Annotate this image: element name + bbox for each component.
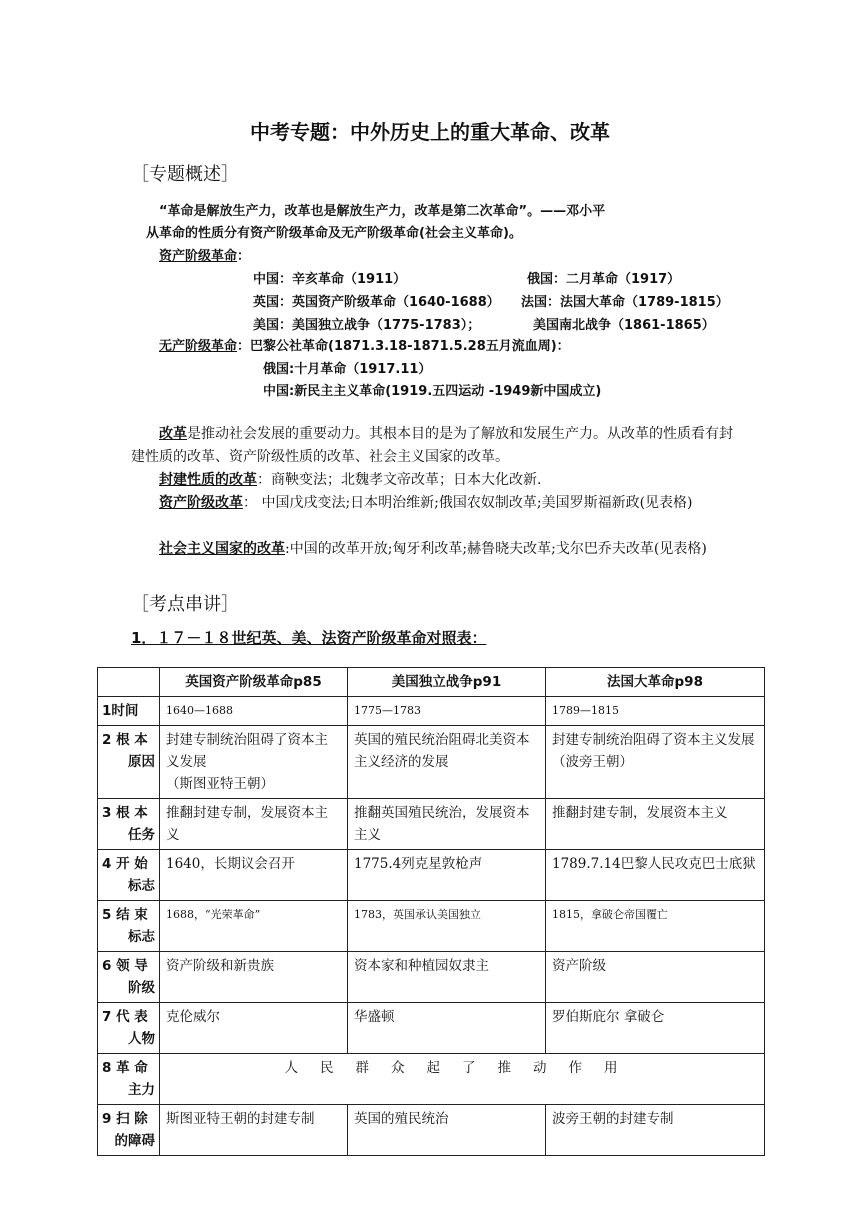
table-cell: 华盛顿 xyxy=(348,1003,546,1054)
row-label-number: 9 扫 除 xyxy=(102,1111,148,1127)
socialist-reform-text: :中国的改革开放;匈牙利改革;赫鲁晓夫改革;戈尔巴乔夫改革(见表格) xyxy=(285,541,707,557)
row-label xyxy=(98,697,160,726)
bourgeois-item-england: 英国：英国资产阶级革命（1640-1688） xyxy=(253,295,500,310)
section-points-heading: ［考点串讲］ xyxy=(131,594,239,615)
table-header-cell: 美国独立战争p91 xyxy=(348,668,546,697)
table-row xyxy=(98,1003,765,1054)
row-label xyxy=(98,901,160,952)
table-cell: 推翻封建专制，发展资本主义 xyxy=(546,799,765,850)
reform-intro-paragraph xyxy=(131,423,741,469)
table-cell: 封建专制统治阻碍了资本主义发展 （波旁王朝） xyxy=(546,726,765,799)
row-label-number: 8 革 命 xyxy=(102,1060,148,1076)
table-cell: 资本家和种植园奴隶主 xyxy=(348,952,546,1003)
table-row xyxy=(98,850,765,901)
page-title: 中考专题：中外历史上的重大革命、改革 xyxy=(250,120,610,144)
row-label-suffix: 原因 xyxy=(128,754,155,770)
merged-cell: 人民群众起了推动作用 xyxy=(160,1054,765,1105)
table-header-row xyxy=(98,668,765,697)
row-label xyxy=(98,799,160,850)
bourgeois-item-usa-independence: 美国：美国独立战争（1775-1783）； xyxy=(253,318,481,333)
bourgeois-reform-paragraph xyxy=(131,492,741,515)
bourgeois-item-china: 中国：辛亥革命（1911） xyxy=(253,272,407,287)
table-cell: 罗伯斯庇尔 拿破仑 xyxy=(546,1003,765,1054)
socialist-reform-paragraph xyxy=(131,538,741,561)
table-cell: 封建专制统治阻碍了资本主义发展 （斯图亚特王朝） xyxy=(160,726,348,799)
row-label-suffix: 任务 xyxy=(128,827,155,843)
row-label-number: 5 结 束 xyxy=(102,907,148,923)
row-label-suffix: 标志 xyxy=(128,878,155,894)
row-label xyxy=(98,1105,160,1156)
table-row xyxy=(98,697,765,726)
feudal-reform-label: 封建性质的改革 xyxy=(159,472,257,488)
table-cell: 1775—1783 xyxy=(348,697,546,726)
row-label xyxy=(98,952,160,1003)
table-cell: 资产阶级和新贵族 xyxy=(160,952,348,1003)
reform-label: 改革 xyxy=(159,426,187,442)
table-row xyxy=(98,726,765,799)
table-cell: 1783，英国承认美国独立 xyxy=(348,901,546,952)
table-header-cell xyxy=(98,668,160,697)
proletarian-revolution-line xyxy=(159,335,570,354)
row-label-number: 7 代 表 xyxy=(102,1009,148,1025)
row-label-suffix: 人物 xyxy=(128,1031,155,1047)
row-label-suffix: 阶级 xyxy=(128,980,155,996)
comparison-table xyxy=(97,667,765,1156)
bourgeois-item-usa-civil-war: 美国南北战争（1861-1865） xyxy=(533,318,715,333)
bourgeois-reform-label: 资产阶级改革 xyxy=(159,495,243,511)
table-cell: 资产阶级 xyxy=(546,952,765,1003)
row-label-number: 6 领 导 xyxy=(102,958,148,974)
table-cell: 1815，拿破仑帝国覆亡 xyxy=(546,901,765,952)
table-row xyxy=(98,1105,765,1156)
bourgeois-revolution-label: 资产阶级革命 xyxy=(159,249,238,264)
proletarian-item-russia: 俄国:十月革命（1917.11） xyxy=(263,362,432,377)
table-cell: 英国的殖民统治阻碍北美资本主义经济的发展 xyxy=(348,726,546,799)
row-label xyxy=(98,726,160,799)
feudal-reform-line xyxy=(131,469,741,492)
table-row xyxy=(98,952,765,1003)
table-cell: 英国的殖民统治 xyxy=(348,1105,546,1156)
row-label-suffix: 的障碍 xyxy=(114,1133,155,1149)
table-row xyxy=(98,1054,765,1105)
quote-line: “革命是解放生产力，改革也是解放生产力，改革是第二次革命”。——邓小平 xyxy=(159,204,606,219)
proletarian-item-china: 中国:新民主主义革命(1919.五四运动 -1949新中国成立) xyxy=(263,384,602,399)
table-cell: 波旁王朝的封建专制 xyxy=(546,1105,765,1156)
row-label-number: 4 开 始 xyxy=(102,856,148,872)
row-label-suffix: 主力 xyxy=(128,1082,155,1098)
row-label-number: 2 根 本 xyxy=(102,732,148,748)
table-header-cell: 英国资产阶级革命p85 xyxy=(160,668,348,697)
row-label-number: 1时间 xyxy=(102,703,139,719)
table-cell: 1688，“光荣革命” xyxy=(160,901,348,952)
bourgeois-item-france: 法国：法国大革命（1789-1815） xyxy=(521,295,729,310)
row-label xyxy=(98,1003,160,1054)
bourgeois-revolution-colon: ： xyxy=(237,249,251,264)
row-label xyxy=(98,1054,160,1105)
table-header-cell: 法国大革命p98 xyxy=(546,668,765,697)
socialist-reform-label: 社会主义国家的改革 xyxy=(159,541,285,557)
bourgeois-revolution-heading xyxy=(159,245,250,264)
proletarian-revolution-label: 无产阶级革命 xyxy=(159,339,238,354)
section-overview-heading: ［专题概述］ xyxy=(131,164,239,185)
table-cell: 1789.7.14巴黎人民攻克巴士底狱 xyxy=(546,850,765,901)
feudal-reform-text: ：商鞅变法；北魏孝文帝改革；日本大化改新. xyxy=(257,472,542,488)
table-row xyxy=(98,799,765,850)
table-cell: 推翻英国殖民统治，发展资本主义 xyxy=(348,799,546,850)
table-row xyxy=(98,901,765,952)
table-cell: 1640，长期议会召开 xyxy=(160,850,348,901)
bourgeois-reform-text: ： 中国戊戌变法;日本明治维新;俄国农奴制改革;美国罗斯福新政(见表格) xyxy=(243,495,693,511)
table-cell: 1775.4列克星敦枪声 xyxy=(348,850,546,901)
row-label-number: 3 根 本 xyxy=(102,805,148,821)
proletarian-item-paris: ：巴黎公社革命(1871.3.18-1871.5.28五月流血周)： xyxy=(237,339,570,354)
row-label xyxy=(98,850,160,901)
row-label-suffix: 标志 xyxy=(128,929,155,945)
bourgeois-item-russia: 俄国：二月革命（1917） xyxy=(527,272,681,287)
table-cell: 斯图亚特王朝的封建专制 xyxy=(160,1105,348,1156)
table-cell: 1640—1688 xyxy=(160,697,348,726)
table-cell: 1789—1815 xyxy=(546,697,765,726)
table-cell: 克伦威尔 xyxy=(160,1003,348,1054)
table-cell: 推翻封建专制，发展资本主义 xyxy=(160,799,348,850)
comparison-table-subheading: 1．１７－１８世纪英、美、法资产阶级革命对照表： xyxy=(131,629,487,647)
reform-intro-text: 是推动社会发展的重要动力。其根本目的是为了解放和发展生产力。从改革的性质看有封建性质的改革、资产阶级性质的改革、社会主义国家的改革。 xyxy=(131,426,733,465)
revolution-nature-line: 从革命的性质分有资产阶级革命及无产阶级革命(社会主义革命)。 xyxy=(146,226,522,241)
